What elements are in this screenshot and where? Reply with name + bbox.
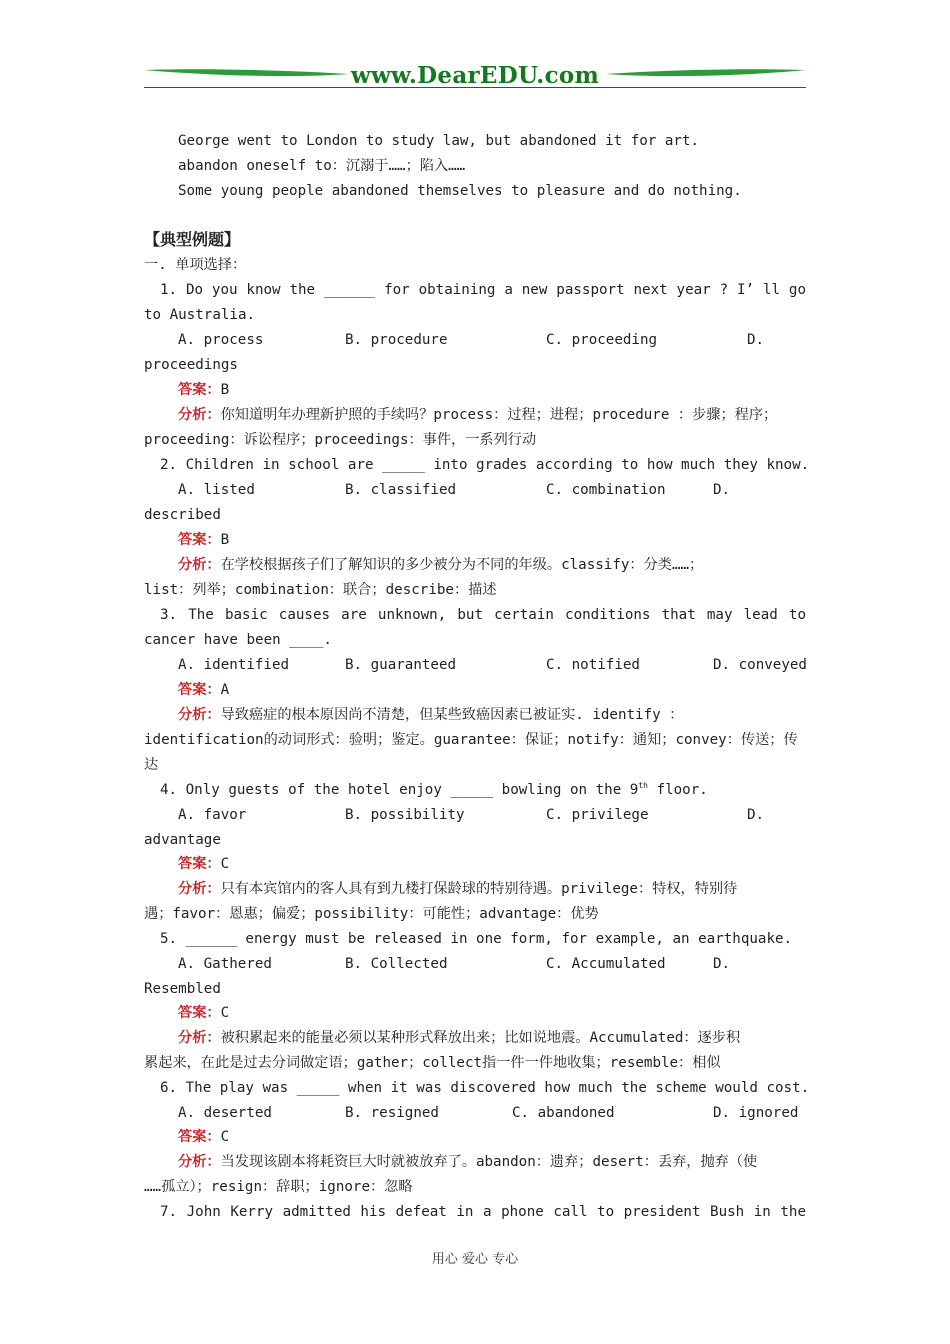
- intro-line: abandon oneself to：沉溺于……；陷入……: [178, 158, 466, 174]
- stem-text: floor.: [647, 782, 708, 798]
- question-3-stem-cont: cancer have been ____.: [144, 632, 332, 648]
- answer-line: [178, 1001, 806, 1026]
- question-6-options: [144, 1101, 806, 1126]
- intro-line: George went to London to study law, but abandoned it for art.: [178, 133, 700, 149]
- analysis-label: 分析：: [178, 557, 221, 573]
- analysis-cont: list：列举；combination：联合；describe：描述: [144, 582, 497, 598]
- answer-label: 答案：: [178, 682, 221, 698]
- question-5-stem: 5. ______ energy must be released in one form, for example, an earthquake.: [160, 931, 793, 947]
- option-d-text: advantage: [144, 832, 221, 848]
- question-3-stem: 3. The basic causes are unknown, but certain conditions that may lead to: [160, 607, 806, 623]
- option-a: A. process: [178, 332, 264, 348]
- question-1-stem: 1. Do you know the ______ for obtaining a new passport next year ? I’ ll go: [160, 282, 806, 298]
- page-footer: 用心 爱心 专心: [431, 1252, 519, 1267]
- analysis-label: 分析：: [178, 407, 221, 423]
- answer-line: [178, 852, 806, 877]
- answer-label: 答案：: [178, 382, 221, 398]
- option-a: A. Gathered: [178, 956, 272, 972]
- answer-value: B: [220, 382, 230, 398]
- stem-text: 4. Only guests of the hotel enjoy _____ bowling on the 9: [160, 782, 639, 798]
- answer-line: [178, 678, 806, 703]
- option-d-text: described: [144, 507, 221, 523]
- option-c: C. combination: [546, 482, 666, 498]
- analysis-line: [178, 703, 806, 728]
- analysis-label: 分析：: [178, 1030, 221, 1046]
- analysis-label: 分析：: [178, 707, 221, 723]
- analysis-text: 当发现该剧本将耗资巨大时就被放弃了。abandon：遗弃；desert：丢弃，抛弃（使: [220, 1154, 758, 1170]
- question-7-stem: 7. John Kerry admitted his defeat in a phone call to president Bush in the: [160, 1204, 806, 1220]
- question-4-stem: [160, 778, 806, 803]
- option-c: C. Accumulated: [546, 956, 666, 972]
- analysis-text: 只有本宾馆内的客人具有到九楼打保龄球的特别待遇。privilege：特权，特别待: [220, 881, 738, 897]
- question-2-stem: 2. Children in school are _____ into grades according to how much they know.: [160, 457, 810, 473]
- analysis-line: [178, 877, 806, 902]
- option-b: B. possibility: [345, 807, 465, 823]
- option-c: C. proceeding: [546, 332, 658, 348]
- option-b: B. resigned: [345, 1105, 439, 1121]
- answer-value: C: [220, 1005, 230, 1021]
- question-6-stem: 6. The play was _____ when it was discovered how much the scheme would cost.: [160, 1080, 810, 1096]
- option-d-text: Resembled: [144, 981, 221, 997]
- intro-line: Some young people abandoned themselves to pleasure and do nothing.: [178, 183, 742, 199]
- analysis-cont: identification的动词形式：验明；鉴定。guarantee：保证；notify：通知；convey：传送；传: [144, 732, 798, 748]
- option-c: C. abandoned: [512, 1105, 615, 1121]
- option-a: A. listed: [178, 482, 255, 498]
- analysis-cont: 累起来，在此是过去分词做定语；gather；collect指一件一件地收集；resemble：相似: [144, 1055, 721, 1071]
- option-d: D. conveyed: [713, 657, 807, 673]
- answer-value: A: [220, 682, 230, 698]
- option-a: A. identified: [178, 657, 290, 673]
- answer-line: [178, 528, 806, 553]
- option-d: D.: [747, 807, 765, 823]
- answer-line: [178, 1125, 806, 1150]
- option-a: A. deserted: [178, 1105, 272, 1121]
- answer-value: C: [220, 856, 230, 872]
- answer-value: B: [220, 532, 230, 548]
- analysis-cont: 达: [144, 757, 159, 773]
- analysis-line: [178, 553, 806, 578]
- option-d-text: proceedings: [144, 357, 238, 373]
- option-d: D.: [747, 332, 765, 348]
- question-5-options: [144, 952, 806, 977]
- section-title: 【典型例题】: [144, 230, 241, 249]
- part-title: 一. 单项选择：: [144, 257, 247, 273]
- analysis-line: [178, 403, 806, 428]
- option-d: D.: [713, 482, 731, 498]
- answer-value: C: [220, 1129, 230, 1145]
- analysis-text: 在学校根据孩子们了解知识的多少被分为不同的年级。classify：分类……；: [220, 557, 704, 573]
- site-header: [144, 60, 806, 92]
- question-4-options: [144, 803, 806, 828]
- answer-label: 答案：: [178, 856, 221, 872]
- question-2-options: [144, 478, 806, 503]
- question-1-options: [144, 328, 806, 353]
- ordinal-suffix: th: [638, 781, 648, 790]
- option-d: D. ignored: [713, 1105, 799, 1121]
- option-b: B. procedure: [345, 332, 448, 348]
- analysis-cont: proceeding：诉讼程序；proceedings：事件，一系列行动: [144, 432, 537, 448]
- answer-label: 答案：: [178, 1129, 221, 1145]
- option-d: D.: [713, 956, 731, 972]
- analysis-cont: 遇；favor：恩惠；偏爱；possibility：可能性；advantage：优势: [144, 906, 599, 922]
- analysis-text: 导致癌症的根本原因尚不清楚，但某些致癌因素已被证实. identify ：: [220, 707, 684, 723]
- analysis-cont: ……孤立）；resign：辞职；ignore：忽略: [144, 1179, 413, 1195]
- site-logo-text: www.DearEDU.com: [350, 62, 600, 89]
- analysis-line: [178, 1026, 806, 1051]
- answer-line: [178, 378, 806, 403]
- option-b: B. guaranteed: [345, 657, 457, 673]
- answer-label: 答案：: [178, 1005, 221, 1021]
- question-3-options: [144, 653, 806, 678]
- analysis-label: 分析：: [178, 1154, 221, 1170]
- analysis-label: 分析：: [178, 881, 221, 897]
- answer-label: 答案：: [178, 532, 221, 548]
- option-c: C. privilege: [546, 807, 649, 823]
- header-rule: [144, 87, 806, 88]
- option-c: C. notified: [546, 657, 640, 673]
- option-a: A. favor: [178, 807, 247, 823]
- analysis-text: 被积累起来的能量必须以某种形式释放出来；比如说地震。Accumulated：逐步积: [220, 1030, 741, 1046]
- analysis-line: [178, 1150, 806, 1175]
- option-b: B. Collected: [345, 956, 448, 972]
- question-1-stem-cont: to Australia.: [144, 307, 256, 323]
- analysis-text: 你知道明年办理新护照的手续吗？process：过程；进程；procedure ：步骤；程序；: [220, 407, 778, 423]
- option-b: B. classified: [345, 482, 457, 498]
